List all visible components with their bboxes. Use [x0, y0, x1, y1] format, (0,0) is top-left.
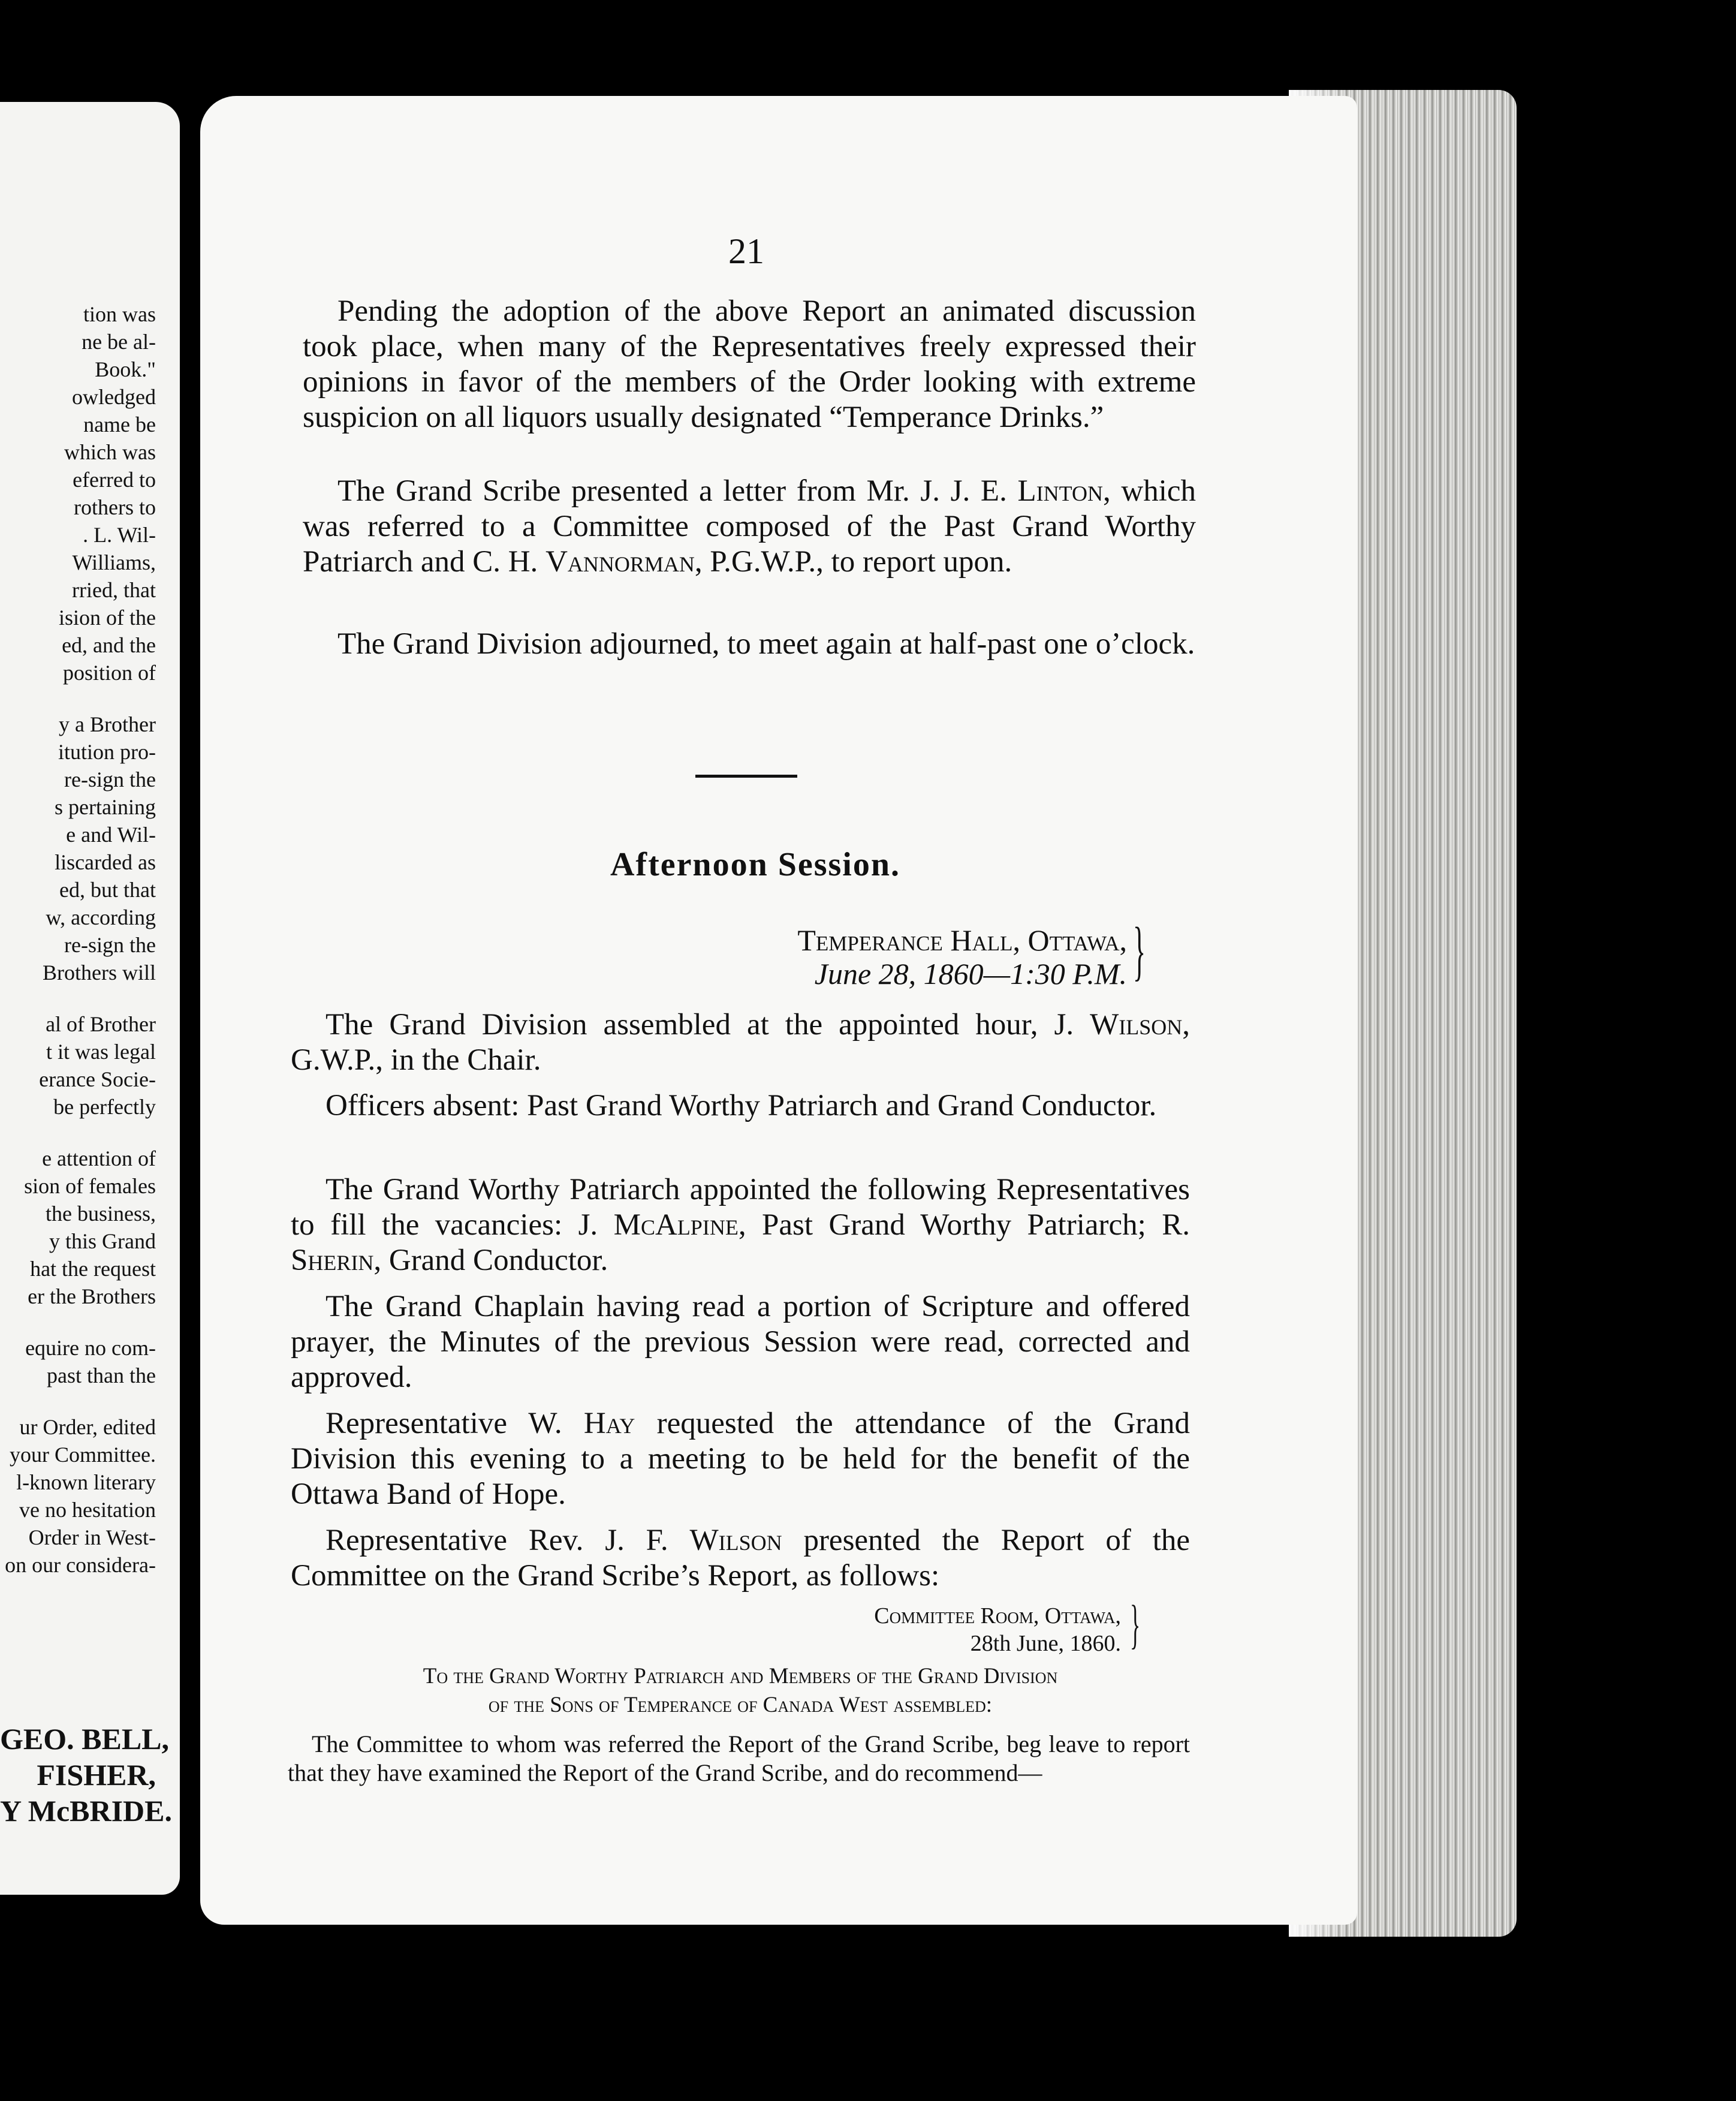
paragraph-band-of-hope: Representative W. Hay requested the attendance of the Grand Division this evening to a meeting to be held for the benefit of the Ottawa Band of Hope. — [291, 1407, 1190, 1511]
left-page-line: Book." — [95, 357, 156, 381]
left-page-line: owledged — [72, 385, 156, 409]
paragraph-committee-report: The Committee to whom was referred the Report of the Grand Scribe, beg leave to report that they have examined the Report of the Grand Scribe, and do recommend— — [288, 1730, 1190, 1786]
book-gutter — [180, 114, 200, 1901]
signature-1: GEO. BELL, — [0, 1722, 170, 1756]
page-number: 21 — [728, 231, 764, 271]
left-page-line: l-known literary — [16, 1470, 156, 1494]
left-page-line: t it was legal — [46, 1040, 156, 1064]
left-page-line: ne be al- — [82, 330, 156, 354]
paragraph-appointments: The Grand Worthy Patriarch appointed the following Representatives to fill the vacancies: J. McAlpine, Past Grand Worthy Patriarch; R. Sherin, Grand Conductor. — [291, 1173, 1191, 1277]
left-page-line: your Committee. — [10, 1443, 156, 1467]
address-line-2: of the Sons of Temperance of Canada West assembled: — [488, 1693, 993, 1717]
left-page-line: itution pro- — [58, 740, 156, 764]
left-page-line: equire no com- — [25, 1336, 156, 1360]
left-page-line: rothers to — [74, 495, 156, 519]
left-page-line: re-sign the — [64, 933, 156, 957]
left-page-line: ed, but that — [59, 878, 156, 902]
section-heading: Afternoon Session. — [610, 846, 901, 883]
signature-2: FISHER, — [37, 1758, 156, 1792]
committee-place: Committee Room, Ottawa, 28th June, 1860. — [874, 1603, 1121, 1656]
left-page-line: tion was — [83, 302, 156, 326]
left-page-line: which was — [64, 440, 156, 464]
paragraph-assembled: The Grand Division assembled at the appointed hour, J. Wilson, G.W.P., in the Chair. — [291, 1008, 1190, 1077]
left-page-line: rried, that — [72, 578, 156, 602]
left-page-line: sion of females — [24, 1174, 156, 1198]
signature-3: Y McBRIDE. — [0, 1794, 173, 1828]
left-page-line: the business, — [46, 1202, 156, 1226]
left-page-line: ve no hesitation — [19, 1498, 156, 1522]
left-page-line: name be — [83, 413, 156, 437]
paragraph-discussion: Pending the adoption of the above Report an animated discussion took place, when many of the Representatives freely expressed their opinions in favor of the members of the Order looking with extreme suspicion on all liquors usually designated “Temperance Drinks.” — [303, 294, 1196, 434]
left-page-line: . L. Wil- — [83, 523, 156, 547]
left-page-line: s pertaining — [55, 795, 156, 819]
left-page-line: al of Brother — [46, 1012, 156, 1036]
address-line-1: To the Grand Worthy Patriarch and Members of the Grand Division — [423, 1664, 1058, 1688]
left-page-line: hat the request — [30, 1257, 156, 1281]
left-page-line: y this Grand — [49, 1229, 156, 1253]
left-page-line: re-sign the — [64, 767, 156, 791]
left-page-line: Brothers will — [43, 961, 156, 985]
left-page-line: ur Order, edited — [19, 1415, 156, 1439]
left-page-line: eferred to — [73, 468, 156, 492]
left-page-line: be perfectly — [53, 1095, 156, 1119]
left-page — [0, 102, 180, 1895]
left-page-line: liscarded as — [55, 850, 156, 874]
left-page-line: e attention of — [42, 1146, 156, 1170]
left-page-line: erance Socie- — [39, 1067, 156, 1091]
left-page-line: past than the — [47, 1363, 156, 1387]
left-page-line: position of — [62, 661, 156, 685]
paragraph-letter: The Grand Scribe presented a letter from Mr. J. J. E. Linton, which was referred to a Committee composed of the Past Grand Worthy Patriarch and C. H. Vannorman, P.G.W.P., to report upon. — [303, 474, 1196, 579]
left-page-line: on our considera- — [5, 1553, 156, 1577]
left-page-line: er the Brothers — [28, 1284, 156, 1308]
place-brace: } — [1133, 914, 1146, 987]
left-page-line: w, according — [46, 905, 156, 929]
section-divider — [695, 775, 797, 778]
left-page-line: y a Brother — [59, 712, 156, 736]
committee-brace: } — [1130, 1595, 1141, 1654]
left-page-line: Williams, — [72, 550, 156, 574]
left-page-line: e and Wil- — [66, 823, 156, 847]
left-page-line: ision of the — [59, 606, 156, 630]
session-place: Temperance Hall, Ottawa, June 28, 1860—1:30 P.M. — [797, 923, 1127, 991]
paragraph-adjourned: The Grand Division adjourned, to meet again at half-past one o’clock. — [337, 627, 1195, 661]
paragraph-report-presented: Representative Rev. J. F. Wilson presented the Report of the Committee on the Grand Scribe’s Report, as follows: — [291, 1524, 1190, 1593]
paragraph-officers-absent: Officers absent: Past Grand Worthy Patriarch and Grand Conductor. — [326, 1089, 1157, 1122]
paragraph-prayer: The Grand Chaplain having read a portion of Scripture and offered prayer, the Minutes of the previous Session were read, corrected and approved. — [291, 1290, 1190, 1394]
left-page-line: ed, and the — [62, 633, 156, 657]
left-page-line: Order in West- — [28, 1525, 156, 1549]
